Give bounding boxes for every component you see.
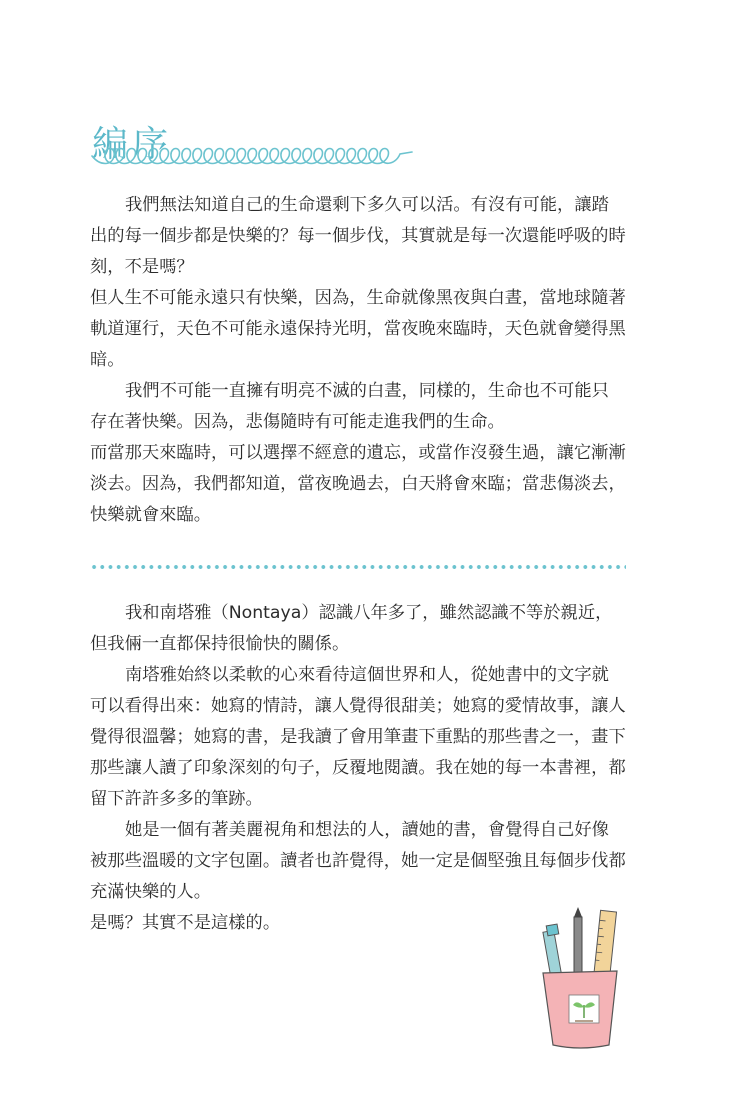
swirl-underline-decoration [90, 140, 420, 170]
pencil-cup-illustration [525, 905, 635, 1055]
intro-paragraph-2: 南塔雅始終以柔軟的心來看待這個世界和人，從她書中的文字就可以看得出來：她寫的情詩，讓人覺得很甜美；她寫的愛情故事，讓人覺得很溫馨；她寫的書，是我讀了會用筆畫下重點的那些書之一，畫下那些讓人讀了印象深刻的句子，反覆地閱讀。我在她的每一本書裡，都留下許許多多的筆跡。 [90, 665, 626, 809]
preface-paragraph-3: 我們不可能一直擁有明亮不滅的白晝，同樣的，生命也不可能只存在著快樂。因為，悲傷隨時有可能走進我們的生命。 [90, 381, 609, 432]
preface-paragraph-1: 我們無法知道自己的生命還剩下多久可以活。有沒有可能，讓踏出的每一個步都是快樂的？每一個步伐，其實就是每一次還能呼吸的時刻，不是嗎？ [90, 195, 626, 277]
dotted-divider [90, 564, 626, 570]
intro-paragraph-4: 是嗎？其實不是這樣的。 [90, 913, 281, 933]
preface-paragraph-2: 但人生不可能永遠只有快樂，因為，生命就像黑夜與白晝，當地球隨著軌道運行，天色不可能永遠保持光明，當夜晚來臨時，天色就會變得黑暗。 [90, 288, 626, 370]
preface-paragraph-4: 而當那天來臨時，可以選擇不經意的遺忘，或當作沒發生過，讓它漸漸淡去。因為，我們都知道，當夜晚過去，白天將會來臨；當悲傷淡去，快樂就會來臨。 [90, 443, 626, 525]
intro-paragraph-1: 我和南塔雅（Nontaya）認識八年多了，雖然認識不等於親近，但我倆一直都保持很愉快的關係。 [90, 603, 613, 654]
page-title: 編序 [92, 124, 173, 166]
intro-paragraph-3: 她是一個有著美麗視角和想法的人，讀她的書，會覺得自己好像被那些溫暖的文字包圍。讀者也許覺得，她一定是個堅強且每個步伐都充滿快樂的人。 [90, 820, 626, 902]
